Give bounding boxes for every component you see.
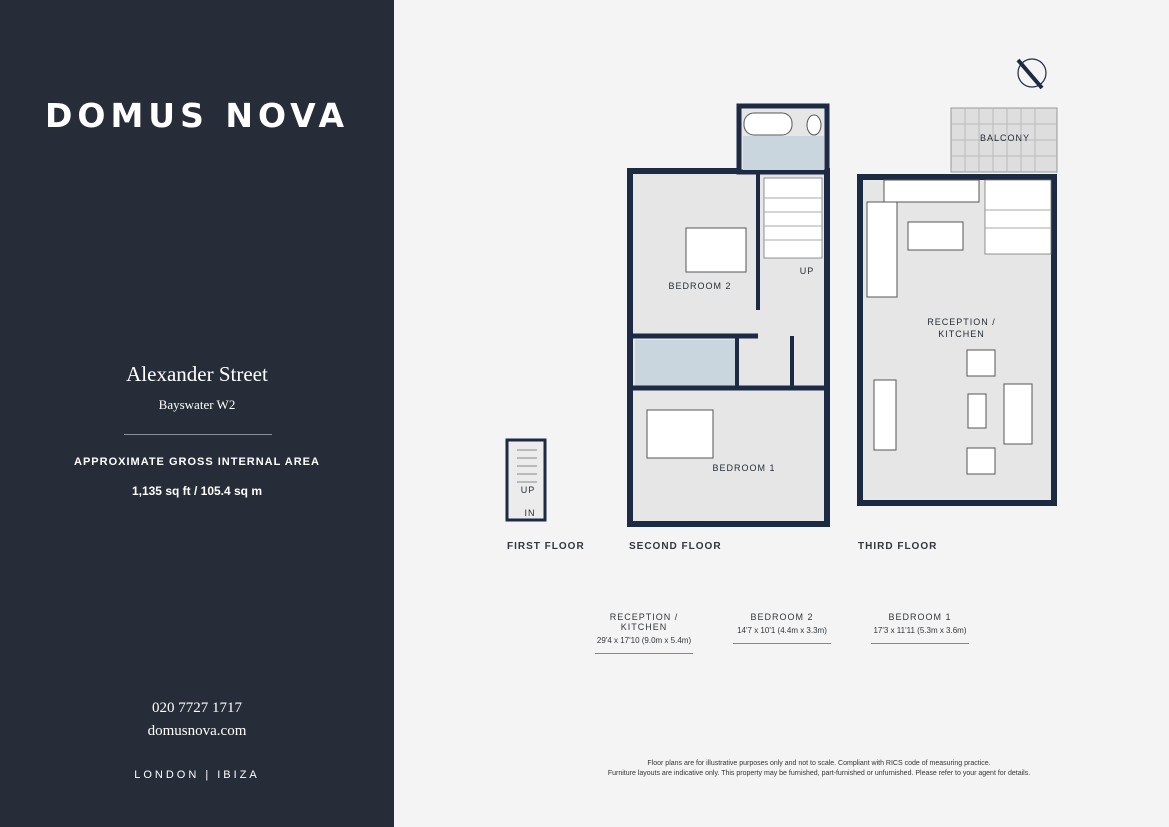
second-floor-plan xyxy=(630,106,827,524)
disclaimer-line-1: Floor plans are for illustrative purposes only and not to scale. Compliant with RICS code of measuring practice. xyxy=(647,760,991,767)
dimension-measure: 14'7 x 10'1 (4.4m x 3.3m) xyxy=(737,626,827,635)
dimension-underline xyxy=(595,653,693,654)
second-floor-label: SECOND FLOOR xyxy=(629,541,722,552)
first-floor-label: FIRST FLOOR xyxy=(507,541,585,552)
third-floor-plan xyxy=(860,108,1057,503)
property-district: Bayswater W2 xyxy=(158,397,236,412)
dimension-underline xyxy=(733,643,831,644)
dimension-underline xyxy=(871,643,969,644)
phone-number[interactable]: 020 7727 1717 xyxy=(152,700,242,716)
dimension-name: BEDROOM 1 xyxy=(888,612,952,622)
bedroom-2-label: BEDROOM 2 xyxy=(668,281,732,291)
reception-label-line1: RECEPTION / xyxy=(927,317,996,327)
floor-plan-drawing xyxy=(394,0,1169,827)
dimension-name: BEDROOM 2 xyxy=(750,612,814,622)
dimension-bedroom-1 xyxy=(865,612,975,644)
balcony-label: BALCONY xyxy=(979,133,1030,143)
office-locations: LONDON | IBIZA xyxy=(134,769,260,781)
bedroom-1-label: BEDROOM 1 xyxy=(712,463,776,473)
second-floor-up-label: UP xyxy=(799,266,815,276)
dimension-name: RECEPTION / KITCHEN xyxy=(609,612,679,632)
floor-plan-area xyxy=(394,0,1169,827)
area-value: 1,135 sq ft / 105.4 sq m xyxy=(131,484,263,498)
third-floor-label: THIRD FLOOR xyxy=(858,541,938,552)
compass-icon xyxy=(1018,59,1046,88)
first-floor-up-label: UP xyxy=(520,485,536,495)
property-street: Alexander Street xyxy=(126,362,268,386)
disclaimer-line-2: Furniture layouts are indicative only. This property may be furnished, part-furnished or unfurnished. Please refer to your agent for details. xyxy=(607,770,1031,777)
dimension-measure: 29'4 x 17'10 (9.0m x 5.4m) xyxy=(596,636,692,645)
sidebar xyxy=(0,0,394,827)
website-link[interactable]: domusnova.com xyxy=(147,723,247,739)
first-floor-in-label: IN xyxy=(524,508,536,518)
dimension-bedroom-2 xyxy=(727,612,837,644)
divider xyxy=(124,434,272,435)
dimension-reception-kitchen xyxy=(589,612,699,654)
disclaimer xyxy=(509,759,1129,779)
reception-label-line2: KITCHEN xyxy=(938,329,985,339)
dimension-measure: 17'3 x 11'11 (5.3m x 3.6m) xyxy=(873,626,967,635)
brand-logo: DOMUS NOVA xyxy=(45,96,349,135)
area-label: APPROXIMATE GROSS INTERNAL AREA xyxy=(74,456,320,468)
